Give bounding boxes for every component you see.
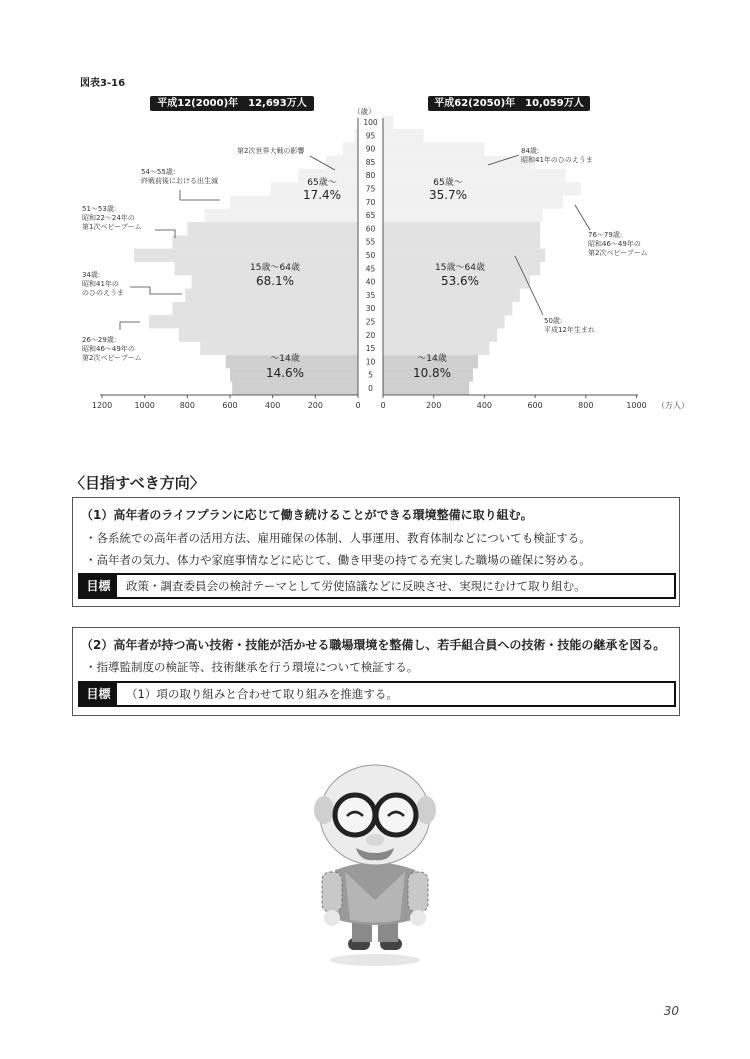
page-number: 30: [663, 1004, 679, 1018]
bar-2050-age-30: [383, 302, 512, 315]
section-title: 〈目指すべき方向〉: [70, 474, 205, 492]
annotation-34: 昭和41年の: [82, 280, 119, 288]
bar-2000-age-90: [343, 142, 358, 155]
band-percent-left_working: 68.1%: [255, 274, 295, 288]
item-heading: （2）高年者が持つ高い技術・技能が活かせる職場環境を整備し、若手組合員への技術・技能の継承を図る。: [81, 638, 666, 652]
bullet-item: ・各系統での高年者の活用方法、雇用確保の体制、人事運用、教育体制などについても検証する。: [85, 531, 591, 545]
age-tick-label: 80: [365, 171, 376, 181]
age-tick-label: 95: [365, 131, 376, 141]
left-x-tick-label: 200: [307, 401, 323, 410]
age-tick-label: 65: [365, 211, 376, 221]
bar-2050-age-85: [383, 156, 535, 169]
bar-2000-age-20: [179, 329, 358, 342]
bullet-item: ・指導監制度の検証等、技術継承を行う環境について検証する。: [85, 660, 419, 674]
bar-2050-age-75: [383, 182, 581, 195]
left-x-tick-label: 1200: [91, 401, 113, 410]
bar-2050-age-95: [383, 129, 424, 142]
left-pyramid-header: 平成12(2000)年 12,693万人: [150, 96, 314, 111]
figure-label: 図表3-16: [80, 78, 126, 89]
left-x-tick-label: 800: [179, 401, 196, 410]
bar-2000-age-35: [185, 289, 358, 302]
bar-2000-age-25: [149, 315, 358, 328]
bar-2000-age-55: [172, 235, 358, 248]
band-label-left_elderly: 65歳〜: [307, 178, 337, 188]
band-percent-right_elderly: 35.7%: [428, 188, 468, 202]
age-tick-label: 20: [365, 330, 376, 340]
band-percent-left_elderly: 17.4%: [302, 188, 342, 202]
bar-2050-age-70: [383, 196, 563, 209]
age-tick-label: 50: [365, 251, 376, 260]
bar-2000-age-85: [326, 156, 358, 169]
annotation-54-55-leader: [180, 190, 220, 200]
goal-tag: 目標: [80, 575, 117, 597]
annotation-26-29: 昭和46〜49年の: [82, 345, 135, 353]
age-tick-label: 60: [365, 224, 376, 234]
bar-2050-age-65: [383, 209, 543, 222]
bar-2050-age-55: [383, 235, 540, 248]
left-x-tick-label: 600: [222, 401, 238, 410]
band-label-left_young: 〜14歳: [270, 354, 300, 364]
population-pyramid-chart: [0, 0, 750, 420]
band-label-right_young: 〜14歳: [417, 354, 447, 364]
band-label-right_working: 15歳〜64歳: [435, 263, 485, 273]
age-tick-label: 5: [368, 370, 373, 380]
age-tick-label: 40: [365, 277, 376, 287]
right-x-tick-label: 1000: [626, 401, 647, 410]
right-x-tick-label: 600: [527, 401, 543, 410]
bar-2050-age-35: [383, 289, 520, 302]
goal-text: 政策・調査委員会の検討テーマとして労使協議などに反映させ、実現にむけて取り組む。: [126, 579, 586, 593]
annotation-84: 昭和41年のひのえうま: [521, 156, 593, 164]
age-tick-label: 100: [363, 118, 378, 127]
annotation-ww2: 第2次世界大戦の影響: [237, 147, 305, 155]
left-x-tick-label: 1000: [134, 401, 155, 410]
age-tick-label: 45: [365, 264, 376, 274]
goal-text: （1）項の取り組みと合わせて取り組みを推進する。: [126, 687, 398, 701]
bar-2000-age-0: [232, 382, 358, 395]
annotation-54-55: 終戦前後における出生減: [141, 177, 218, 185]
annotation-50: 平成12年生まれ: [544, 326, 595, 334]
annotation-34: のひのえうま: [82, 289, 124, 297]
right-x-tick-label: 200: [426, 401, 442, 410]
annotation-51-53: 51〜53歳:: [82, 205, 117, 213]
annotation-34-leader: [130, 287, 182, 294]
annotation-84: 84歳:: [521, 147, 540, 155]
bar-2000-age-60: [187, 222, 358, 235]
age-tick-label: 0: [368, 384, 373, 393]
annotation-26-29: 26〜29歳:: [82, 336, 117, 344]
bar-2050-age-80: [383, 169, 566, 182]
bar-2050-age-60: [383, 222, 540, 235]
left-x-tick-label: 0: [355, 401, 361, 410]
annotation-50: 50歳:: [544, 317, 563, 325]
band-label-left_working: 15歳〜64歳: [250, 263, 300, 273]
annotation-76-79-leader: [575, 205, 590, 230]
band-percent-right_working: 53.6%: [440, 274, 480, 288]
annotation-26-29-leader: [120, 322, 140, 330]
age-tick-label: 25: [365, 317, 376, 327]
age-tick-label: 35: [365, 290, 376, 300]
age-tick-label: 85: [365, 157, 376, 167]
bar-2000-age-65: [204, 209, 358, 222]
right-x-tick-label: 0: [380, 401, 386, 410]
bar-2050-age-0: [383, 382, 469, 395]
annotation-54-55: 54〜55歳:: [141, 168, 176, 176]
band-percent-right_young: 10.8%: [412, 366, 452, 380]
right-pyramid-header: 平成62(2050)年 10,059万人: [428, 96, 590, 111]
annotation-26-29: 第2次ベビーブーム: [82, 354, 142, 362]
age-tick-label: 10: [365, 357, 376, 367]
annotation-51-53-leader: [155, 230, 175, 238]
bullet-item: ・高年者の気力、体力や家庭事情などに応じて、働き甲斐の持てる充実した職場の確保に努める。: [85, 553, 591, 567]
goal-box: [78, 681, 676, 707]
right-x-tick-label: 400: [476, 401, 493, 410]
bar-2050-age-50: [383, 249, 545, 262]
annotation-51-53: 第1次ベビーブーム: [82, 223, 142, 231]
bar-2050-age-20: [383, 329, 497, 342]
bar-2050-age-90: [383, 142, 484, 155]
item-heading: （1）高年者のライフプランに応じて働き続けることができる環境整備に取り組む。: [81, 508, 533, 522]
age-tick-label: 55: [365, 237, 376, 247]
annotation-51-53: 昭和22〜24年の: [82, 214, 135, 222]
goal-box: [78, 573, 676, 599]
bar-2000-age-50: [134, 249, 358, 262]
band-percent-left_young: 14.6%: [265, 366, 305, 380]
direction-item-2: [72, 627, 680, 716]
bar-2050-age-25: [383, 315, 505, 328]
direction-item-1: [72, 497, 680, 607]
age-axis-label: （歳）: [353, 107, 376, 116]
age-tick-label: 70: [365, 197, 376, 207]
age-tick-label: 15: [365, 344, 376, 354]
bar-2050-age-100: [383, 116, 393, 129]
annotation-34: 34歳:: [82, 271, 101, 279]
goal-tag: 目標: [80, 683, 117, 705]
age-tick-label: 90: [365, 144, 376, 154]
right-x-tick-label: 800: [578, 401, 594, 410]
elderly-mascot-illustration: [300, 760, 450, 970]
annotation-76-79: 第2次ベビーブーム: [588, 249, 648, 257]
age-tick-label: 75: [365, 184, 376, 194]
bar-2000-age-30: [172, 302, 358, 315]
x-unit-label: （万人）: [657, 401, 689, 410]
annotation-76-79: 76〜79歳:: [588, 231, 623, 239]
age-tick-label: 30: [365, 304, 376, 314]
annotation-76-79: 昭和46〜49年の: [588, 240, 641, 248]
band-label-right_elderly: 65歳〜: [433, 178, 463, 188]
left-x-tick-label: 400: [265, 401, 281, 410]
